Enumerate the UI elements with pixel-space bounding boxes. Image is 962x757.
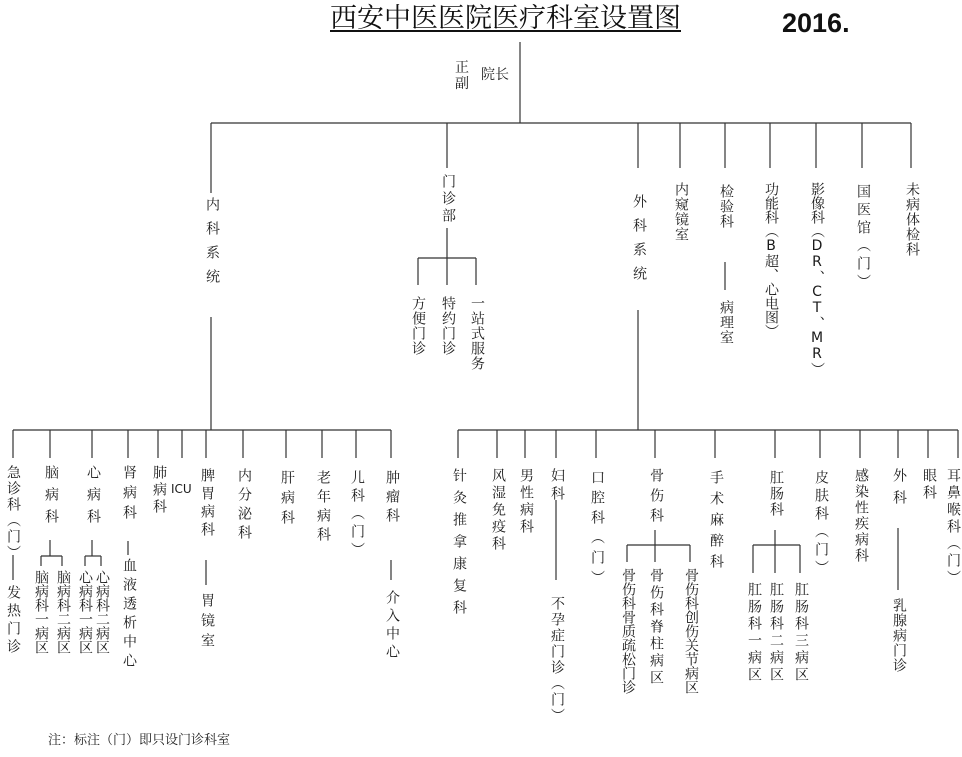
acupuncture-dept: 针灸推拿康复科 — [451, 468, 467, 622]
anesthesia-dept: 手术麻醉科 — [708, 470, 724, 575]
infectious-disease-dept: 感染性疾病科 — [853, 468, 869, 564]
surgery-system-node: 外科系统 — [631, 194, 647, 290]
gastroscopy-room: 胃镜室 — [199, 593, 215, 653]
lung-dept: 肺病科 — [151, 465, 167, 516]
footnote: 注：标注（门）即只设门诊科室 — [48, 733, 231, 748]
brain-ward-2: 脑病科二病区 — [55, 570, 71, 654]
function-node: 功能科（B超、心电图） — [763, 182, 779, 338]
outpatient-node: 门诊部 — [440, 174, 456, 225]
dialysis-center: 血液透析中心 — [121, 558, 137, 672]
page-title: 西安中医医院医疗科室设置图 — [330, 3, 681, 34]
anorectal-ward-3: 肛肠科三病区 — [793, 582, 809, 684]
fever-clinic: 发热门诊 — [5, 585, 21, 657]
orthopedics-dept: 骨伤科 — [648, 468, 664, 528]
imaging-node: 影像科（DR、CT、MR） — [809, 182, 825, 376]
kidney-dept: 肾病科 — [121, 465, 137, 525]
rheumatology-dept: 风湿免疫科 — [490, 468, 506, 553]
convenience-clinic: 方便门诊 — [410, 296, 426, 356]
tcm-hall-node: 国医馆（门） — [855, 184, 871, 292]
stomatology-dept: 口腔科（门） — [589, 470, 605, 590]
anorectal-dept: 肛肠科 — [768, 470, 784, 518]
ent-dept: 耳鼻喉科（门） — [945, 468, 961, 587]
dermatology-dept: 皮肤科（门） — [813, 470, 829, 578]
endoscopy-node: 内窥镜室 — [673, 182, 689, 242]
oncology-dept: 肿瘤科 — [384, 470, 400, 527]
year-label: 2016. — [782, 8, 850, 38]
brain-ward-1: 脑病科一病区 — [33, 570, 49, 654]
gynecology-dept: 妇科 — [549, 468, 565, 504]
icu-dept: ICU — [171, 482, 192, 496]
breast-clinic: 乳腺病门诊 — [891, 598, 907, 673]
andrology-dept: 男性病科 — [518, 468, 534, 536]
geriatric-dept: 老年病科 — [315, 470, 331, 546]
spleen-stomach-dept: 脾胃病科 — [199, 468, 215, 540]
brain-dept: 脑病科 — [43, 465, 59, 531]
special-clinic: 特约门诊 — [440, 296, 456, 356]
anorectal-ward-1: 肛肠科一病区 — [746, 582, 762, 684]
endocrine-dept: 内分泌科 — [236, 468, 252, 544]
ortho-spine-ward: 骨伤科脊柱病区 — [648, 568, 664, 687]
ophthalmology-dept: 眼科 — [921, 468, 937, 502]
internal-system-node: 内科系统 — [204, 197, 220, 293]
anorectal-ward-2: 肛肠科二病区 — [768, 582, 784, 684]
president-label: 院长 — [481, 67, 509, 83]
pathology-node: 病理室 — [718, 300, 734, 345]
checkup-node: 未病体检科 — [904, 182, 920, 257]
heart-dept: 心病科 — [85, 465, 101, 531]
infertility-clinic: 不孕症门诊（门） — [549, 596, 565, 724]
heart-ward-1: 心病科一病区 — [77, 570, 93, 654]
liver-dept: 肝病科 — [279, 470, 295, 530]
zheng-label: 正 — [455, 60, 469, 76]
general-surgery-dept: 外科 — [891, 468, 907, 512]
pediatric-dept: 儿科（门） — [349, 470, 365, 560]
intervention-center: 介入中心 — [384, 590, 400, 662]
one-stop-service: 一站式服务 — [469, 296, 485, 371]
emergency-dept: 急诊科（门） — [5, 465, 21, 561]
ortho-osteoporosis-clinic: 骨伤科骨质疏松门诊 — [620, 568, 636, 694]
lab-node: 检验科 — [718, 184, 734, 229]
fu-label: 副 — [455, 76, 469, 92]
ortho-trauma-ward: 骨伤科创伤关节病区 — [683, 568, 699, 694]
heart-ward-2: 心病科二病区 — [94, 570, 110, 654]
